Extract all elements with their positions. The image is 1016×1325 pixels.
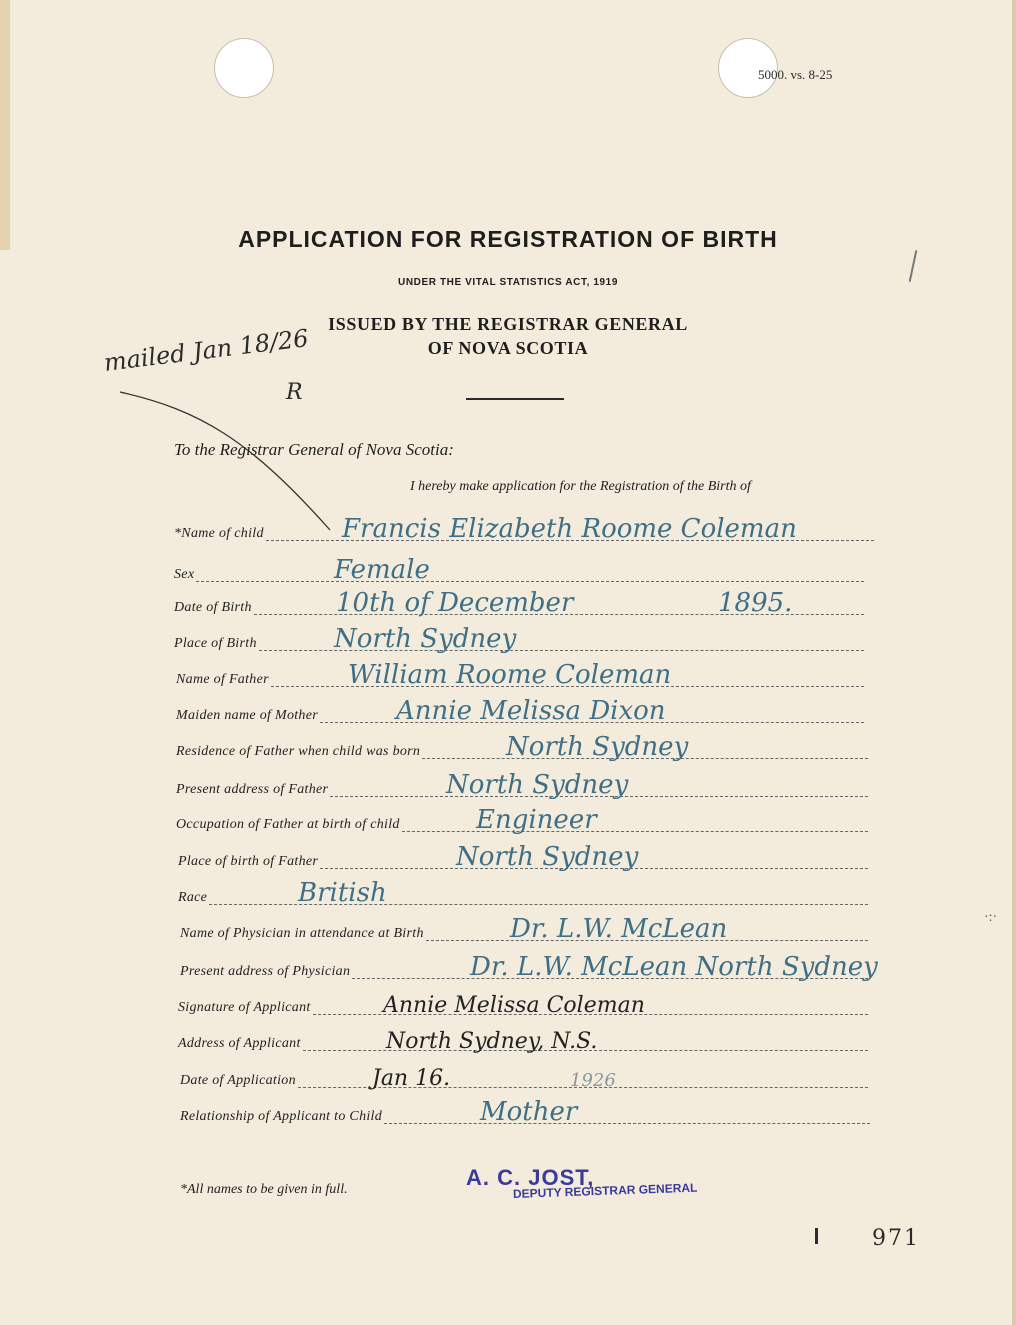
- mailed-note: mailed Jan 18/26: [102, 324, 310, 377]
- handwritten-value: North Sydney: [446, 770, 629, 800]
- paper-edge: [0, 0, 10, 250]
- field-row: [176, 732, 868, 762]
- mailed-note-initial: R: [286, 380, 303, 405]
- field-row: [178, 1029, 868, 1054]
- field-label: Date of Birth: [174, 600, 252, 615]
- field-row: [176, 696, 864, 726]
- field-row: [180, 1066, 868, 1091]
- issuer-line-2: OF NOVA SCOTIA: [427, 338, 589, 358]
- form-subtitle: UNDER THE VITAL STATISTICS ACT, 1919: [398, 277, 618, 288]
- handwritten-value: Francis Elizabeth Roome Coleman: [342, 514, 797, 544]
- issuer-line-1: ISSUED BY THE REGISTRAR GENERAL: [328, 314, 688, 334]
- handwritten-value: North Sydney, N.S.: [386, 1029, 598, 1054]
- field-row: [178, 993, 868, 1018]
- field-underline: [384, 1123, 870, 1124]
- handwritten-value: Annie Melissa Dixon: [396, 696, 666, 726]
- field-row: [174, 514, 874, 544]
- field-label: Relationship of Applicant to Child: [180, 1109, 383, 1124]
- field-label: Date of Application: [180, 1073, 296, 1088]
- handwritten-value: North Sydney: [456, 842, 639, 872]
- handwritten-extra: 1895.: [718, 588, 793, 618]
- field-label: Name of Physician in attendance at Birth: [180, 926, 424, 941]
- handwritten-value: Mother: [480, 1097, 578, 1127]
- stamp-name: A. C. JOST,: [466, 1165, 595, 1190]
- field-underline: [196, 581, 864, 582]
- handwritten-value: North Sydney: [334, 624, 517, 654]
- field-label: Race: [178, 890, 208, 905]
- handwritten-value: Annie Melissa Coleman: [383, 993, 645, 1018]
- title-divider: [466, 398, 564, 400]
- handwritten-value: Female: [334, 555, 430, 585]
- salutation: To the Registrar General of Nova Scotia:: [174, 440, 454, 459]
- field-row: [174, 555, 864, 585]
- field-row: [180, 1097, 870, 1127]
- field-row: [176, 805, 868, 835]
- field-row: [180, 952, 878, 982]
- handwritten-value: British: [298, 878, 387, 908]
- punch-hole-left: [214, 38, 274, 98]
- field-label: Occupation of Father at birth of child: [176, 817, 400, 832]
- field-underline: [402, 831, 868, 832]
- tick-mark: [815, 1228, 818, 1244]
- handwritten-value: Engineer: [476, 805, 597, 835]
- handwritten-value: 10th of December: [336, 588, 574, 618]
- form-code: 5000. vs. 8-25: [758, 67, 833, 82]
- field-label: Name of Father: [176, 672, 269, 687]
- handwritten-value: North Sydney: [506, 732, 689, 762]
- field-row: [176, 660, 864, 690]
- handwritten-value: Dr. L.W. McLean: [510, 914, 728, 944]
- field-row: [178, 878, 868, 908]
- field-label: Place of birth of Father: [178, 854, 319, 869]
- field-row: [180, 914, 868, 944]
- handwritten-value: Jan 16.: [372, 1066, 451, 1091]
- field-label: *Name of child: [174, 526, 264, 541]
- footnote: *All names to be given in full.: [180, 1182, 348, 1197]
- serial-number: 971: [872, 1226, 920, 1251]
- field-label: Present address of Physician: [180, 964, 351, 979]
- field-label: Present address of Father: [176, 782, 329, 797]
- field-label: Maiden name of Mother: [176, 708, 318, 723]
- handwritten-value: Dr. L.W. McLean North Sydney: [470, 952, 878, 982]
- field-row: [174, 624, 864, 654]
- field-label: Residence of Father when child was born: [176, 744, 421, 759]
- field-label: Place of Birth: [174, 636, 257, 651]
- side-marks: ·:·: [984, 910, 998, 925]
- handwritten-extra: 1926: [570, 1070, 616, 1091]
- form-title: APPLICATION FOR REGISTRATION OF BIRTH: [238, 226, 778, 252]
- stamp-title: DEPUTY REGISTRAR GENERAL: [512, 1180, 698, 1201]
- field-row: [174, 588, 864, 618]
- handwritten-value: William Roome Coleman: [348, 660, 672, 690]
- intro-statement: I hereby make application for the Registration of the Birth of: [410, 479, 751, 494]
- field-label: Sex: [174, 567, 195, 582]
- field-row: [176, 770, 868, 800]
- field-label: Address of Applicant: [178, 1036, 301, 1051]
- field-row: [178, 842, 868, 872]
- field-label: Signature of Applicant: [178, 1000, 311, 1015]
